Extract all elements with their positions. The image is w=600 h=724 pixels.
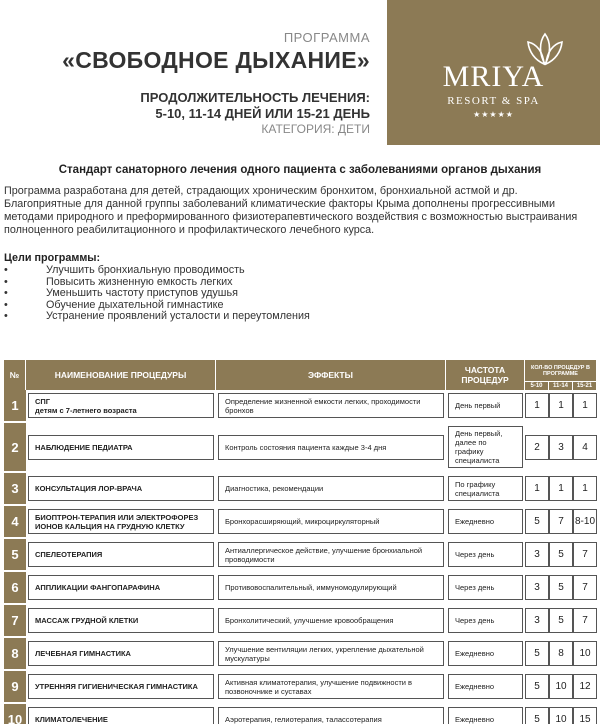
qty-11-14: 1: [549, 476, 573, 501]
frequency-cell: [446, 572, 525, 605]
procedures-table: [4, 360, 597, 724]
procedure-name-box: [28, 476, 214, 501]
procedure-name: БИОПТРОН-ТЕРАПИЯ ИЛИ ЭЛЕКТРОФОРЕЗ ИОНОВ КАЛЬЦИЯ НА ГРУДНУЮ КЛЕТКУ: [35, 512, 199, 531]
row-number: 9: [4, 671, 26, 704]
qty-cell: [549, 605, 573, 638]
effect-cell: [216, 390, 446, 423]
qty-15-21: 7: [573, 542, 597, 567]
qty-cell: [573, 605, 597, 638]
row-number: 7: [4, 605, 26, 638]
standard-title: Стандарт санаторного лечения одного пациента с заболеваниями органов дыхания: [58, 164, 542, 176]
procedure-note: детям с 7-летнего возраста: [35, 405, 137, 415]
effect-cell: [216, 539, 446, 572]
procedure-name-box: [28, 641, 214, 666]
procedure-cell: [26, 390, 216, 423]
qty-cell: [549, 539, 573, 572]
qty-cell: [549, 390, 573, 423]
qty-15-21: 7: [573, 575, 597, 600]
qty-cell: [573, 671, 597, 704]
qty-cell: [573, 506, 597, 539]
frequency-cell: [446, 704, 525, 724]
frequency-cell: [446, 423, 525, 473]
header-quantity: КОЛ-ВО ПРОЦЕДУР В ПРОГРАММЕ: [525, 360, 597, 381]
procedure-cell: [26, 605, 216, 638]
brand-subtitle: RESORT & SPA: [447, 95, 540, 107]
qty-15-21: 15: [573, 707, 597, 724]
procedure-name-box: [28, 393, 214, 418]
brand-name: MRIYA: [442, 60, 545, 93]
table-row: [4, 638, 597, 671]
qty-cell: [525, 473, 549, 506]
qty-cell: [573, 423, 597, 473]
row-number: 1: [4, 390, 26, 423]
goal-item: • Устранение проявлений усталости и переутомления: [4, 311, 310, 323]
qty-cell: [525, 390, 549, 423]
goals-title: Цели программы:: [4, 252, 101, 264]
brand-logo: [387, 0, 600, 145]
procedure-cell: [26, 539, 216, 572]
category: КАТЕГОРИЯ: ДЕТИ: [261, 122, 370, 136]
qty-11-14: 5: [549, 542, 573, 567]
qty-5-10: 3: [525, 542, 549, 567]
qty-cell: [573, 704, 597, 724]
qty-cell: [525, 572, 549, 605]
program-name: «СВОБОДНОЕ ДЫХАНИЕ»: [62, 47, 370, 73]
qty-cell: [525, 605, 549, 638]
procedure-cell: [26, 671, 216, 704]
table-row: [4, 605, 597, 638]
effect-text: Антиаллергическое действие, улучшение бронхиальной проводимости: [218, 542, 444, 567]
header-q3: 15-21: [573, 381, 597, 390]
procedure-name-box: [28, 674, 214, 699]
frequency-cell: [446, 605, 525, 638]
goal-item: • Обучение дыхательной гимнастике: [4, 300, 310, 312]
frequency-text: День первый, далее по графику специалиста: [448, 426, 523, 468]
title-block: [62, 30, 370, 136]
header-name: НАИМЕНОВАНИЕ ПРОЦЕДУРЫ: [26, 360, 216, 390]
header-q2: 11-14: [549, 381, 573, 390]
qty-15-21: 4: [573, 435, 597, 460]
qty-cell: [549, 423, 573, 473]
frequency-text: Ежедневно: [448, 674, 523, 699]
qty-5-10: 5: [525, 641, 549, 666]
procedure-cell: [26, 506, 216, 539]
effect-cell: [216, 671, 446, 704]
qty-cell: [549, 572, 573, 605]
qty-5-10: 2: [525, 435, 549, 460]
frequency-cell: [446, 473, 525, 506]
frequency-cell: [446, 671, 525, 704]
qty-cell: [573, 572, 597, 605]
qty-cell: [549, 671, 573, 704]
procedure-name: АППЛИКАЦИИ ФАНГОПАРАФИНА: [35, 583, 161, 592]
qty-cell: [525, 423, 549, 473]
qty-cell: [525, 506, 549, 539]
frequency-text: Через день: [448, 608, 523, 633]
qty-cell: [549, 638, 573, 671]
qty-11-14: 8: [549, 641, 573, 666]
qty-cell: [573, 473, 597, 506]
table-row: [4, 390, 597, 423]
qty-11-14: 10: [549, 707, 573, 724]
row-number: 2: [4, 423, 26, 473]
goals-list: [4, 265, 310, 323]
header-q1: 5-10: [525, 381, 549, 390]
qty-5-10: 1: [525, 393, 549, 418]
qty-5-10: 1: [525, 476, 549, 501]
row-number: 6: [4, 572, 26, 605]
effect-cell: [216, 506, 446, 539]
qty-cell: [573, 390, 597, 423]
qty-cell: [573, 539, 597, 572]
frequency-text: По графику специалиста: [448, 476, 523, 501]
procedure-cell: [26, 638, 216, 671]
row-number: 3: [4, 473, 26, 506]
procedure-name: КЛИМАТОЛЕЧЕНИЕ: [35, 715, 108, 724]
qty-cell: [573, 638, 597, 671]
goal-item: • Уменьшить частоту приступов удушья: [4, 288, 310, 300]
qty-5-10: 5: [525, 509, 549, 534]
header-num: №: [4, 360, 26, 390]
frequency-cell: [446, 506, 525, 539]
effect-cell: [216, 473, 446, 506]
row-number: 8: [4, 638, 26, 671]
frequency-text: Через день: [448, 542, 523, 567]
program-label: ПРОГРАММА: [283, 30, 370, 45]
procedure-name: МАССАЖ ГРУДНОЙ КЛЕТКИ: [35, 616, 139, 625]
qty-15-21: 8-10: [573, 509, 597, 534]
effect-text: Аэротерапия, гелиотерапия, талассотерапия: [218, 707, 444, 724]
qty-cell: [525, 539, 549, 572]
qty-15-21: 10: [573, 641, 597, 666]
qty-11-14: 5: [549, 608, 573, 633]
header-frequency: ЧАСТОТА ПРОЦЕДУР: [446, 360, 525, 390]
procedure-name-box: [28, 707, 214, 724]
effect-cell: [216, 572, 446, 605]
procedure-name-box: [28, 608, 214, 633]
qty-cell: [525, 704, 549, 724]
procedure-cell: [26, 473, 216, 506]
table-row: [4, 704, 597, 724]
frequency-cell: [446, 390, 525, 423]
effect-text: Диагностика, рекомендации: [218, 476, 444, 501]
qty-11-14: 7: [549, 509, 573, 534]
frequency-cell: [446, 539, 525, 572]
qty-cell: [549, 704, 573, 724]
procedure-name: КОНСУЛЬТАЦИЯ ЛОР-ВРАЧА: [35, 484, 143, 493]
duration-line-2: 5-10, 11-14 ДНЕЙ ИЛИ 15-21 ДЕНЬ: [155, 106, 370, 121]
page-header: [0, 0, 600, 145]
goal-item: • Повысить жизненную емкость легких: [4, 277, 310, 289]
table-row: [4, 506, 597, 539]
duration-line-1: ПРОДОЛЖИТЕЛЬНОСТЬ ЛЕЧЕНИЯ:: [140, 90, 370, 105]
frequency-cell: [446, 638, 525, 671]
table-row: [4, 473, 597, 506]
procedure-name: НАБЛЮДЕНИЕ ПЕДИАТРА: [35, 442, 133, 452]
procedure-name: СПГ: [35, 396, 51, 406]
qty-15-21: 1: [573, 393, 597, 418]
frequency-text: Ежедневно: [448, 707, 523, 724]
header-effects: ЭФФЕКТЫ: [216, 360, 446, 390]
goal-item: • Улучшить бронхиальную проводимость: [4, 265, 310, 277]
effect-text: Определение жизненной емкости легких, проходимости бронхов: [218, 393, 444, 418]
table-row: [4, 539, 597, 572]
qty-15-21: 7: [573, 608, 597, 633]
frequency-text: Ежедневно: [448, 509, 523, 534]
qty-cell: [525, 638, 549, 671]
qty-cell: [549, 473, 573, 506]
procedure-name-box: [28, 575, 214, 600]
effect-cell: [216, 423, 446, 473]
row-number: 10: [4, 704, 26, 724]
qty-cell: [549, 506, 573, 539]
procedure-cell: [26, 704, 216, 724]
row-number: 4: [4, 506, 26, 539]
qty-5-10: 5: [525, 674, 549, 699]
effect-text: Улучшение вентиляции легких, укрепление дыхательной мускулатуры: [218, 641, 444, 666]
brand-stars: ★★★★★: [473, 110, 514, 119]
effect-text: Противовоспалительный, иммуномодулирующий: [218, 575, 444, 600]
procedure-name: СПЕЛЕОТЕРАПИЯ: [35, 550, 103, 559]
procedure-name-box: [28, 509, 214, 534]
procedure-name: УТРЕННЯЯ ГИГИЕНИЧЕСКАЯ ГИМНАСТИКА: [35, 682, 198, 691]
frequency-text: День первый: [448, 393, 523, 418]
effect-text: Активная климатотерапия, улучшение подвижности в позвоночнике и суставах: [218, 674, 444, 699]
duration: [62, 90, 370, 122]
effect-text: Бронхорасширяющий, микроциркуляторный: [218, 509, 444, 534]
effect-cell: [216, 638, 446, 671]
table-row: [4, 671, 597, 704]
procedure-name-box: [28, 542, 214, 567]
qty-5-10: 3: [525, 575, 549, 600]
frequency-text: Ежедневно: [448, 641, 523, 666]
qty-11-14: 10: [549, 674, 573, 699]
intro-paragraph: Программа разработана для детей, страдающих хроническим бронхитом, бронхиальной астмой и др. Благоприятные для данной группы заболеваний климатические факторы Крыма дополнены прогрессивными методами природного и преформированного физиотерапевтического воздействия с возможностью выстраивания полноценного реабилитационного и профилактического лечебного курса.: [4, 185, 578, 236]
procedure-name-box: [28, 435, 214, 460]
effect-cell: [216, 605, 446, 638]
frequency-text: Через день: [448, 575, 523, 600]
qty-15-21: 12: [573, 674, 597, 699]
table-row: [4, 423, 597, 473]
table-row: [4, 572, 597, 605]
qty-5-10: 3: [525, 608, 549, 633]
effect-text: Бронхолитический, улучшение кровообращения: [218, 608, 444, 633]
qty-11-14: 5: [549, 575, 573, 600]
qty-cell: [525, 671, 549, 704]
effect-text: Контроль состояния пациента каждые 3-4 дня: [218, 435, 444, 460]
qty-11-14: 3: [549, 435, 573, 460]
row-number: 5: [4, 539, 26, 572]
qty-15-21: 1: [573, 476, 597, 501]
qty-11-14: 1: [549, 393, 573, 418]
procedure-cell: [26, 572, 216, 605]
procedure-name: ЛЕЧЕБНАЯ ГИМНАСТИКА: [35, 649, 131, 658]
qty-5-10: 5: [525, 707, 549, 724]
procedure-cell: [26, 423, 216, 473]
effect-cell: [216, 704, 446, 724]
